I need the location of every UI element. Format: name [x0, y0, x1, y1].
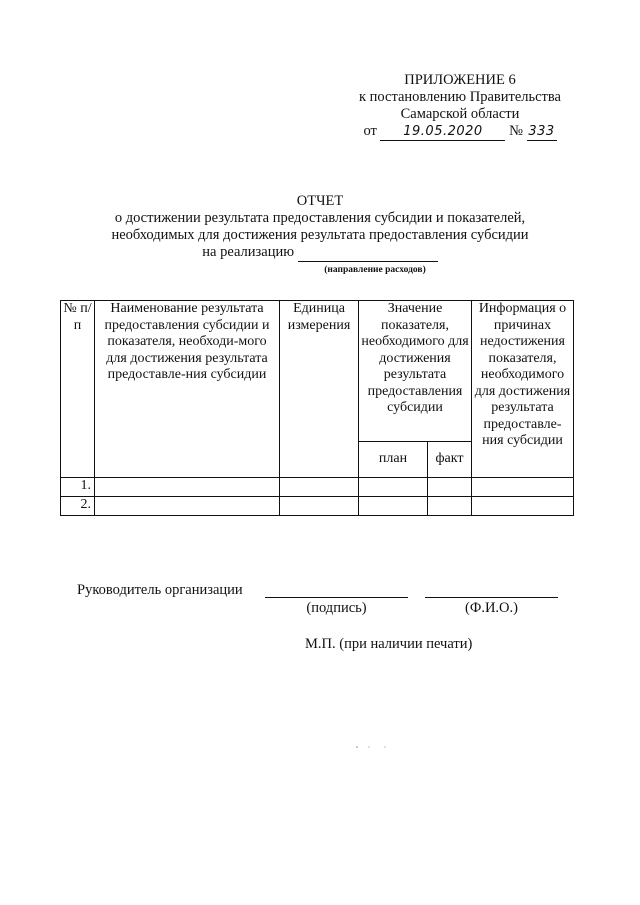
table-header-row [61, 301, 574, 442]
row-fact-cell [428, 478, 472, 497]
number-field [527, 123, 557, 141]
row-info-cell [472, 478, 574, 497]
header-plan: план [359, 442, 428, 478]
name-caption: (Ф.И.О.) [465, 600, 518, 616]
scan-specks [355, 745, 395, 749]
table-row [61, 497, 574, 516]
appendix-header [330, 72, 590, 141]
row-plan-cell [359, 478, 428, 497]
realization-line [40, 244, 600, 262]
report-table [60, 300, 574, 516]
row-num-cell: 1. [61, 478, 95, 497]
row-unit-cell [280, 497, 359, 516]
date-field [380, 123, 505, 141]
header-num: № п/п [61, 301, 95, 478]
table-row [61, 478, 574, 497]
stamp-note: М.П. (при наличии печати) [305, 636, 473, 652]
head-label: Руководитель организации [77, 582, 243, 598]
row-unit-cell [280, 478, 359, 497]
realization-label: на реализацию [202, 244, 295, 260]
report-subtitle-line2: необходимых для достижения результата предоставления субсидии [111, 227, 529, 243]
direction-note: (направление расходов) [324, 265, 426, 275]
direction-note-line [40, 262, 600, 276]
header-unit: Единица измерения [280, 301, 359, 478]
number-handwritten: 333 [528, 124, 555, 139]
row-fact-cell [428, 497, 472, 516]
row-info-cell [472, 497, 574, 516]
signature-line [265, 597, 408, 598]
report-title: ОТЧЕТ [296, 193, 344, 209]
row-num-cell: 2. [61, 497, 95, 516]
appendix-date-line [330, 123, 590, 141]
appendix-decree-line: к постановлению Правительства [359, 89, 561, 105]
header-name: Наименование результата предоставления субсидии и показателя, необходи-мого для достижения результата предоставле-ния субсидии [95, 301, 280, 478]
header-fact: факт [428, 442, 472, 478]
signature-caption: (подпись) [306, 600, 367, 616]
report-subtitle-line1: о достижении результата предоставления субсидии и показателей, [114, 210, 526, 226]
name-line [425, 597, 558, 598]
header-info: Информация о причинах недостижения показателя, необходимого для достижения результата предоставле-ния субсидии [472, 301, 574, 478]
row-plan-cell [359, 497, 428, 516]
appendix-title: ПРИЛОЖЕНИЕ 6 [404, 72, 516, 88]
row-name-cell [95, 497, 280, 516]
number-prefix: № [509, 123, 523, 139]
report-title-block [40, 193, 600, 276]
row-name-cell [95, 478, 280, 497]
header-value: Значение показателя, необходимого для достижения результата предоставления субсидии [359, 301, 472, 442]
date-handwritten: 19.05.2020 [403, 124, 483, 139]
appendix-region-line: Самарской области [400, 106, 520, 122]
realization-field [298, 244, 438, 262]
date-prefix: от [363, 123, 377, 139]
